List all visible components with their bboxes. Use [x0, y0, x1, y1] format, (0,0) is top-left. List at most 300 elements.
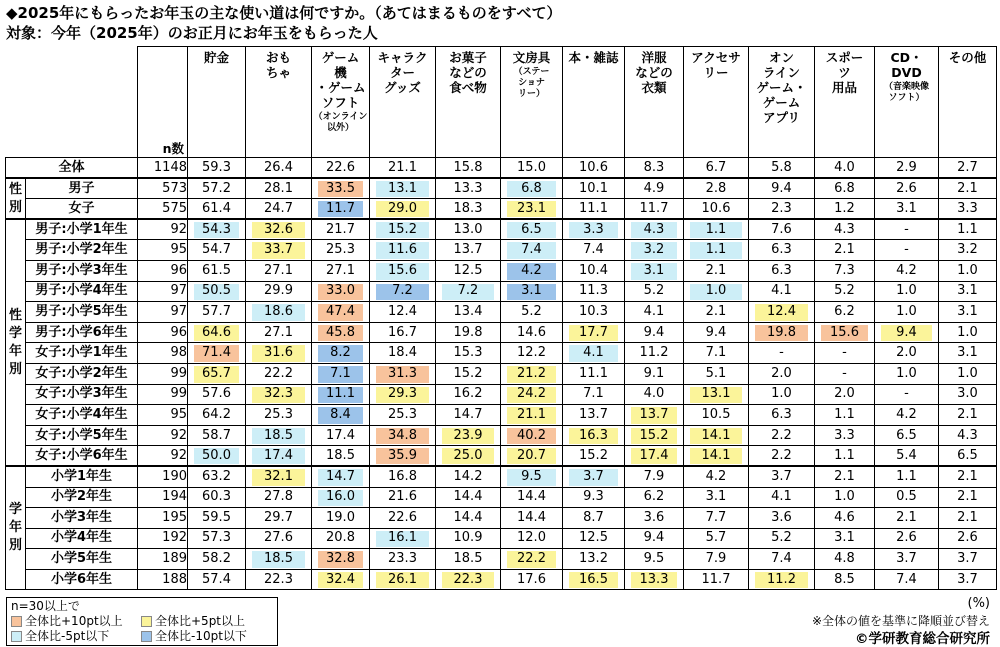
value-cell: [370, 281, 436, 302]
value-cell: [436, 219, 501, 240]
value-cell: [312, 487, 370, 508]
row-label: 女子:小学6年生: [26, 446, 138, 467]
value-label: 13.1: [388, 180, 417, 196]
value-cell: [563, 446, 625, 467]
value-label: 3.3: [957, 200, 978, 216]
value-label: 11.1: [579, 200, 608, 216]
value-label: 5.1: [705, 365, 727, 381]
value-label: 29.3: [388, 386, 417, 402]
value-label: 15.3: [453, 345, 483, 361]
value-label: 3.2: [643, 242, 665, 258]
value-cell: [815, 446, 875, 467]
value-cell: [625, 178, 684, 199]
value-label: 21.7: [326, 221, 355, 237]
value-cell: [370, 569, 436, 590]
value-label: 57.3: [202, 530, 231, 546]
column-header: [370, 47, 436, 158]
value-label: 16.1: [388, 530, 417, 546]
value-cell: [563, 240, 625, 261]
value-cell: [875, 384, 939, 405]
value-label: 4.9: [643, 180, 665, 196]
column-header: [625, 47, 684, 158]
value-cell: [246, 343, 312, 364]
value-label: 7.1: [583, 386, 604, 402]
value-label: 17.4: [264, 447, 293, 463]
value-cell: [501, 446, 563, 467]
value-cell: [684, 425, 749, 446]
results-table: [5, 46, 997, 590]
sample-size-cell: 188: [138, 569, 188, 590]
value-label: 8.3: [643, 159, 665, 175]
value-label: 3.0: [957, 386, 978, 402]
value-cell: [875, 549, 939, 570]
value-cell: [749, 240, 815, 261]
value-cell: [563, 178, 625, 199]
value-label: 16.2: [453, 386, 483, 402]
value-label: 50.5: [202, 283, 231, 299]
value-label: 57.6: [202, 386, 231, 402]
value-cell: [563, 508, 625, 529]
group-label: 性 学 年 別: [6, 219, 26, 466]
legend-item-plus10: [11, 614, 141, 629]
value-cell: [563, 158, 625, 179]
value-cell: [501, 302, 563, 323]
value-label: 61.5: [202, 262, 231, 278]
value-label: 27.6: [264, 530, 293, 546]
value-label: 9.4: [643, 530, 665, 546]
value-cell: [312, 158, 370, 179]
value-label: 4.2: [521, 262, 542, 278]
value-cell: [749, 425, 815, 446]
value-cell: [188, 322, 246, 343]
group-label: 学 年 別: [6, 466, 26, 590]
value-cell: [875, 240, 939, 261]
value-label: 4.1: [771, 283, 792, 299]
legend-title: n=30以上で: [11, 599, 80, 613]
value-cell: [370, 508, 436, 529]
column-header: [684, 47, 749, 158]
row-label: 女子:小学2年生: [26, 363, 138, 384]
value-label: 1.0: [957, 324, 978, 340]
value-label: 4.1: [643, 303, 665, 319]
value-label: 12.5: [579, 530, 608, 546]
value-label: 21.6: [388, 489, 417, 505]
value-cell: [875, 446, 939, 467]
value-label: 11.1: [579, 365, 608, 381]
value-cell: [312, 322, 370, 343]
value-label: 8.4: [330, 406, 351, 422]
value-cell: [188, 508, 246, 529]
value-label: 15.6: [830, 324, 859, 340]
sample-size-cell: 575: [138, 199, 188, 220]
legend-swatch: [11, 616, 22, 627]
value-label: 11.7: [639, 200, 669, 216]
value-cell: [749, 158, 815, 179]
value-cell: [563, 466, 625, 487]
column-header-label: ゲーム 機 ・ゲーム ソフト: [315, 50, 366, 110]
value-label: 18.5: [264, 551, 293, 567]
value-cell: [684, 569, 749, 590]
value-label: 58.7: [202, 427, 231, 443]
value-cell: [501, 199, 563, 220]
value-cell: [563, 549, 625, 570]
value-cell: [563, 528, 625, 549]
value-label: 9.4: [643, 324, 665, 340]
value-label: 6.8: [834, 180, 855, 196]
value-cell: [625, 219, 684, 240]
value-label: 57.2: [202, 180, 231, 196]
value-cell: [188, 240, 246, 261]
row-label: 男子:小学5年生: [26, 302, 138, 323]
value-cell: [563, 302, 625, 323]
value-label: 23.1: [517, 200, 546, 216]
value-cell: [815, 466, 875, 487]
value-label: 6.5: [521, 221, 542, 237]
value-cell: [749, 528, 815, 549]
value-label: 57.4: [202, 571, 231, 587]
value-label: 1.0: [771, 386, 792, 402]
value-cell: [312, 425, 370, 446]
value-cell: [684, 158, 749, 179]
value-label: 10.3: [579, 303, 608, 319]
value-cell: [749, 569, 815, 590]
value-label: 32.3: [264, 386, 293, 402]
table-row: [6, 178, 997, 199]
column-header: [312, 47, 370, 158]
n-header: [138, 47, 188, 158]
value-cell: [875, 363, 939, 384]
legend-label: 全体比-5pt以下: [25, 629, 110, 643]
value-label: 71.4: [202, 345, 231, 361]
value-cell: [188, 260, 246, 281]
value-cell: [749, 508, 815, 529]
value-label: 16.7: [388, 324, 417, 340]
column-header-label: スポー ツ 用品: [825, 50, 864, 95]
value-label: 7.2: [392, 283, 413, 299]
value-cell: [370, 466, 436, 487]
value-label: 11.2: [639, 345, 669, 361]
value-label: -: [904, 386, 909, 402]
value-label: 6.3: [771, 242, 792, 258]
value-cell: [370, 425, 436, 446]
value-label: 13.0: [453, 221, 483, 237]
value-label: 11.7: [701, 571, 731, 587]
value-cell: [188, 549, 246, 570]
value-cell: [939, 281, 997, 302]
value-cell: [684, 446, 749, 467]
value-cell: [875, 487, 939, 508]
value-label: 59.5: [202, 509, 231, 525]
value-label: 27.1: [264, 262, 293, 278]
table-row: [6, 240, 997, 261]
value-label: 12.4: [388, 303, 417, 319]
value-cell: [436, 549, 501, 570]
value-cell: [625, 302, 684, 323]
value-label: 2.1: [957, 406, 978, 422]
value-cell: [312, 405, 370, 426]
value-label: 3.1: [643, 262, 665, 278]
value-cell: [684, 405, 749, 426]
value-cell: [501, 549, 563, 570]
value-label: 4.1: [771, 489, 792, 505]
value-label: 18.5: [326, 447, 355, 463]
value-label: 33.5: [326, 180, 355, 196]
value-cell: [436, 508, 501, 529]
value-label: 8.5: [834, 571, 855, 587]
value-cell: [625, 528, 684, 549]
value-label: 26.1: [388, 571, 417, 587]
value-label: 21.2: [517, 365, 546, 381]
value-cell: [312, 240, 370, 261]
value-cell: [501, 363, 563, 384]
value-cell: [684, 508, 749, 529]
value-label: 16.0: [326, 489, 355, 505]
value-cell: [370, 219, 436, 240]
value-cell: [684, 363, 749, 384]
value-label: 25.3: [388, 406, 417, 422]
value-cell: [625, 322, 684, 343]
value-cell: [501, 281, 563, 302]
sample-size-cell: 96: [138, 322, 188, 343]
value-cell: [246, 466, 312, 487]
column-header-label: おも ちゃ: [265, 50, 291, 80]
value-cell: [563, 219, 625, 240]
value-label: 1.1: [896, 468, 917, 484]
value-cell: [815, 363, 875, 384]
sample-size-cell: 95: [138, 405, 188, 426]
value-label: 4.2: [705, 468, 727, 484]
value-cell: [939, 343, 997, 364]
value-cell: [749, 487, 815, 508]
value-label: 2.0: [771, 365, 792, 381]
sample-size-cell: 98: [138, 343, 188, 364]
value-label: 3.1: [705, 489, 727, 505]
value-cell: [501, 240, 563, 261]
value-cell: [939, 322, 997, 343]
value-cell: [312, 549, 370, 570]
value-label: 18.3: [453, 200, 483, 216]
value-label: -: [904, 221, 909, 237]
value-cell: [501, 528, 563, 549]
value-label: 1.0: [834, 489, 855, 505]
value-cell: [625, 508, 684, 529]
value-cell: [625, 549, 684, 570]
sample-size-cell: 190: [138, 466, 188, 487]
column-header-label: アクセサ リー: [691, 50, 741, 80]
table-row: [6, 281, 997, 302]
value-label: 25.0: [453, 447, 483, 463]
value-label: 4.3: [957, 427, 978, 443]
value-label: 5.8: [771, 159, 792, 175]
legend-label: 全体比+10pt以上: [25, 614, 123, 628]
value-cell: [939, 487, 997, 508]
value-cell: [875, 466, 939, 487]
value-label: 27.1: [326, 262, 355, 278]
column-header-label: CD・ DVD: [890, 50, 923, 80]
value-cell: [436, 343, 501, 364]
value-cell: [563, 363, 625, 384]
table-row: [6, 508, 997, 529]
value-label: 65.7: [202, 365, 231, 381]
value-cell: [246, 322, 312, 343]
column-header-note: （音楽映像 ソフト）: [883, 82, 929, 103]
value-cell: [625, 199, 684, 220]
value-cell: [563, 322, 625, 343]
header-row: [6, 47, 997, 158]
value-label: 64.2: [202, 406, 231, 422]
value-label: 6.5: [896, 427, 917, 443]
sample-size-cell: 194: [138, 487, 188, 508]
value-label: 3.7: [957, 571, 978, 587]
value-label: 8.2: [330, 345, 351, 361]
value-label: 59.3: [202, 159, 231, 175]
value-label: 24.2: [517, 386, 546, 402]
value-label: 1.2: [834, 200, 855, 216]
value-cell: [370, 158, 436, 179]
value-cell: [939, 549, 997, 570]
value-label: 23.9: [453, 427, 483, 443]
value-cell: [188, 425, 246, 446]
value-label: 14.1: [701, 427, 731, 443]
value-cell: [188, 569, 246, 590]
value-cell: [563, 487, 625, 508]
table-row: [6, 260, 997, 281]
value-cell: [625, 425, 684, 446]
value-cell: [370, 322, 436, 343]
value-label: 13.4: [453, 303, 483, 319]
value-label: 3.3: [583, 221, 604, 237]
value-label: 5.4: [896, 447, 917, 463]
value-cell: [625, 260, 684, 281]
value-label: 15.6: [388, 262, 417, 278]
value-cell: [939, 240, 997, 261]
legend-label: 全体比-10pt以下: [155, 629, 247, 643]
value-label: 11.6: [388, 242, 417, 258]
chart-title: ◆2025年にもらったお年玉の主な使い道は何ですか。（あてはまるものをすべて）: [6, 4, 562, 22]
value-cell: [749, 302, 815, 323]
value-cell: [684, 384, 749, 405]
value-cell: [246, 405, 312, 426]
value-cell: [370, 178, 436, 199]
value-cell: [312, 466, 370, 487]
value-label: 47.4: [326, 303, 355, 319]
value-cell: [749, 322, 815, 343]
value-label: 13.3: [639, 571, 669, 587]
value-label: 5.2: [521, 303, 542, 319]
table-row: [6, 466, 997, 487]
value-cell: [684, 281, 749, 302]
table-row: [6, 158, 997, 179]
value-cell: [875, 260, 939, 281]
value-cell: [939, 425, 997, 446]
value-cell: [312, 178, 370, 199]
value-label: -: [842, 365, 847, 381]
value-cell: [246, 487, 312, 508]
value-cell: [501, 508, 563, 529]
table-row: [6, 199, 997, 220]
value-label: 6.2: [643, 489, 665, 505]
value-cell: [815, 508, 875, 529]
value-label: 2.2: [771, 427, 792, 443]
value-label: 29.0: [388, 200, 417, 216]
value-cell: [625, 487, 684, 508]
value-label: 28.1: [264, 180, 293, 196]
value-label: -: [904, 242, 909, 258]
table-row: [6, 549, 997, 570]
column-header: [749, 47, 815, 158]
value-cell: [246, 281, 312, 302]
value-label: 9.4: [705, 324, 727, 340]
value-cell: [875, 219, 939, 240]
value-label: 2.1: [957, 509, 978, 525]
row-label: 小学5年生: [26, 549, 138, 570]
value-cell: [188, 528, 246, 549]
sort-note: ※全体の値を基準に降順並び替え: [811, 614, 990, 628]
table-row: [6, 487, 997, 508]
value-cell: [684, 199, 749, 220]
column-header: [501, 47, 563, 158]
value-label: 6.8: [521, 180, 542, 196]
value-label: 20.7: [517, 447, 546, 463]
value-label: 61.4: [202, 200, 231, 216]
value-cell: [246, 363, 312, 384]
column-header-label: 本・雑誌: [568, 50, 619, 65]
value-label: 9.4: [771, 180, 792, 196]
value-label: 27.8: [264, 489, 293, 505]
value-label: 4.0: [834, 159, 855, 175]
value-cell: [312, 343, 370, 364]
value-label: 14.1: [701, 447, 731, 463]
value-label: 12.4: [767, 303, 796, 319]
value-label: 18.5: [453, 551, 483, 567]
value-label: 7.4: [896, 571, 917, 587]
value-cell: [246, 178, 312, 199]
value-cell: [246, 199, 312, 220]
value-label: 25.3: [326, 242, 355, 258]
value-cell: [625, 158, 684, 179]
sample-size-cell: 92: [138, 219, 188, 240]
legend-swatch: [141, 616, 152, 627]
value-cell: [370, 405, 436, 426]
value-label: 4.3: [834, 221, 855, 237]
value-label: 4.6: [834, 509, 855, 525]
value-label: 35.9: [388, 447, 417, 463]
value-label: 2.1: [834, 242, 855, 258]
value-label: 6.3: [771, 262, 792, 278]
value-label: 18.4: [388, 345, 417, 361]
table-row: [6, 302, 997, 323]
value-cell: [815, 343, 875, 364]
value-label: 3.7: [583, 468, 604, 484]
sample-size-cell: 92: [138, 446, 188, 467]
row-label: 女子:小学4年生: [26, 405, 138, 426]
value-label: 13.7: [453, 242, 483, 258]
unit-label: (%): [967, 596, 990, 611]
column-header: [875, 47, 939, 158]
value-cell: [684, 466, 749, 487]
value-cell: [563, 425, 625, 446]
value-cell: [815, 405, 875, 426]
value-cell: [312, 260, 370, 281]
value-label: 29.9: [264, 283, 293, 299]
value-label: 2.7: [957, 159, 978, 175]
column-header: [188, 47, 246, 158]
value-cell: [188, 343, 246, 364]
value-label: 9.5: [643, 551, 665, 567]
value-label: 3.1: [834, 530, 855, 546]
value-label: 11.2: [767, 571, 796, 587]
value-label: 1.1: [834, 406, 855, 422]
